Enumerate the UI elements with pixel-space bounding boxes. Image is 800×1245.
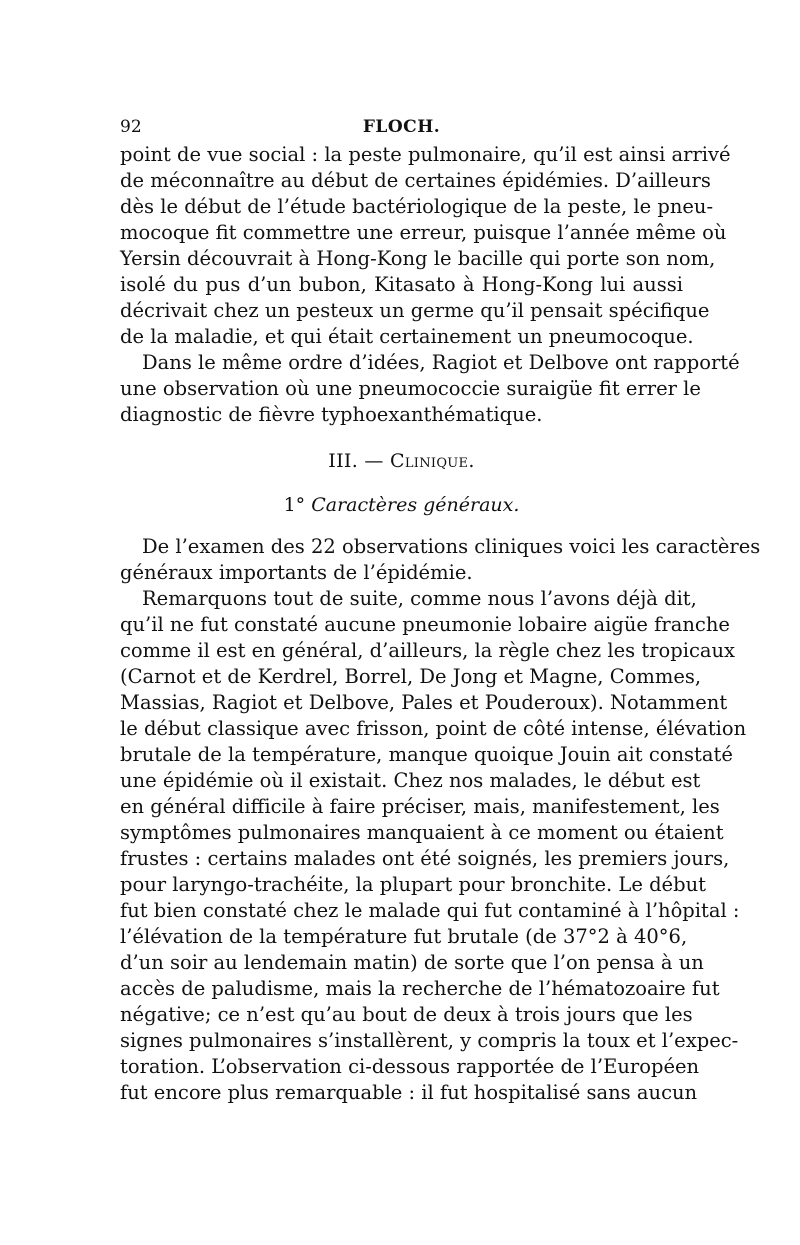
text-line: dès le début de l’étude bactériologique de la peste, le pneu- xyxy=(120,195,714,218)
text-line: comme il est en général, d’ailleurs, la règle chez les tropicaux xyxy=(120,639,736,662)
text-line: mocoque fit commettre une erreur, puisque l’année même où xyxy=(120,221,727,244)
text-line: brutale de la température, manque quoique Jouin ait constaté xyxy=(120,743,733,766)
text-line: fut bien constaté chez le malade qui fut contaminé à l’hôpital : xyxy=(120,899,740,922)
page-number: 92 xyxy=(120,117,142,137)
text-line: Dans le même ordre d’idées, Ragiot et Delbove ont rapporté xyxy=(142,351,740,374)
subsection-title: Caractères généraux. xyxy=(311,494,520,516)
text-line: accès de paludisme, mais la recherche de l’hématozoaire fut xyxy=(120,977,720,1000)
text-line: (Carnot et de Kerdrel, Borrel, De Jong et Magne, Commes, xyxy=(120,665,702,688)
text-line: diagnostic de fièvre typhoexanthématique. xyxy=(120,403,543,426)
text-line: isolé du pus d’un bubon, Kitasato à Hong-Kong lui aussi xyxy=(120,273,683,296)
text-line: le début classique avec frisson, point de côté intense, élévation xyxy=(120,717,747,740)
text-line: qu’il ne fut constaté aucune pneumonie lobaire aigüe franche xyxy=(120,613,730,636)
text-line: généraux importants de l’épidémie. xyxy=(120,561,473,584)
subsection-heading xyxy=(120,492,683,518)
text-line: pour laryngo-trachéite, la plupart pour bronchite. Le début xyxy=(120,873,706,896)
text-line: négative; ce n’est qu’au bout de deux à trois jours que les xyxy=(120,1003,693,1026)
text-line: Remarquons tout de suite, comme nous l’avons déjà dit, xyxy=(142,587,697,610)
section-title: Clinique. xyxy=(390,450,475,472)
text-line: Yersin découvrait à Hong-Kong le bacille qui porte son nom, xyxy=(120,247,716,270)
text-line: point de vue social : la peste pulmonaire, qu’il est ainsi arrivé xyxy=(120,143,731,166)
text-line: l’élévation de la température fut brutale (de 37°2 à 40°6, xyxy=(120,925,688,948)
paragraph-clinical-features xyxy=(120,586,747,1106)
text-line: d’un soir au lendemain matin) de sorte que l’on pensa à un xyxy=(120,951,704,974)
text-line: De l’examen des 22 observations cliniques voici les caractères xyxy=(142,535,761,558)
running-title: FLOCH. xyxy=(362,117,441,137)
text-line: Massias, Ragiot et Delbove, Pales et Pouderoux). Notamment xyxy=(120,691,728,714)
paragraph-observations xyxy=(120,534,761,586)
paragraph-ragiot-delbove xyxy=(120,350,740,428)
text-line: de la maladie, et qui était certainement un pneumocoque. xyxy=(120,325,694,348)
text-line: fut encore plus remarquable : il fut hospitalisé sans aucun xyxy=(120,1081,698,1104)
running-head xyxy=(120,112,683,142)
document-page xyxy=(120,112,761,1106)
text-line: de méconnaître au début de certaines épidémies. D’ailleurs xyxy=(120,169,711,192)
section-heading xyxy=(120,448,683,474)
subsection-number: 1° xyxy=(283,494,312,516)
text-line: une épidémie où il existait. Chez nos malades, le début est xyxy=(120,769,701,792)
text-line: toration. L’observation ci-dessous rapportée de l’Européen xyxy=(120,1055,700,1078)
section-number: III. — xyxy=(328,450,391,472)
text-line: frustes : certains malades ont été soignés, les premiers jours, xyxy=(120,847,730,870)
text-line: en général difficile à faire préciser, mais, manifestement, les xyxy=(120,795,720,818)
text-line: symptômes pulmonaires manquaient à ce moment ou étaient xyxy=(120,821,724,844)
paragraph-plague-pneumococcus xyxy=(120,142,731,350)
text-line: décrivait chez un pesteux un germe qu’il pensait spécifique xyxy=(120,299,710,322)
text-line: signes pulmonaires s’installèrent, y compris la toux et l’expec- xyxy=(120,1029,739,1052)
text-line: une observation où une pneumococcie suraigüe fit errer le xyxy=(120,377,701,400)
